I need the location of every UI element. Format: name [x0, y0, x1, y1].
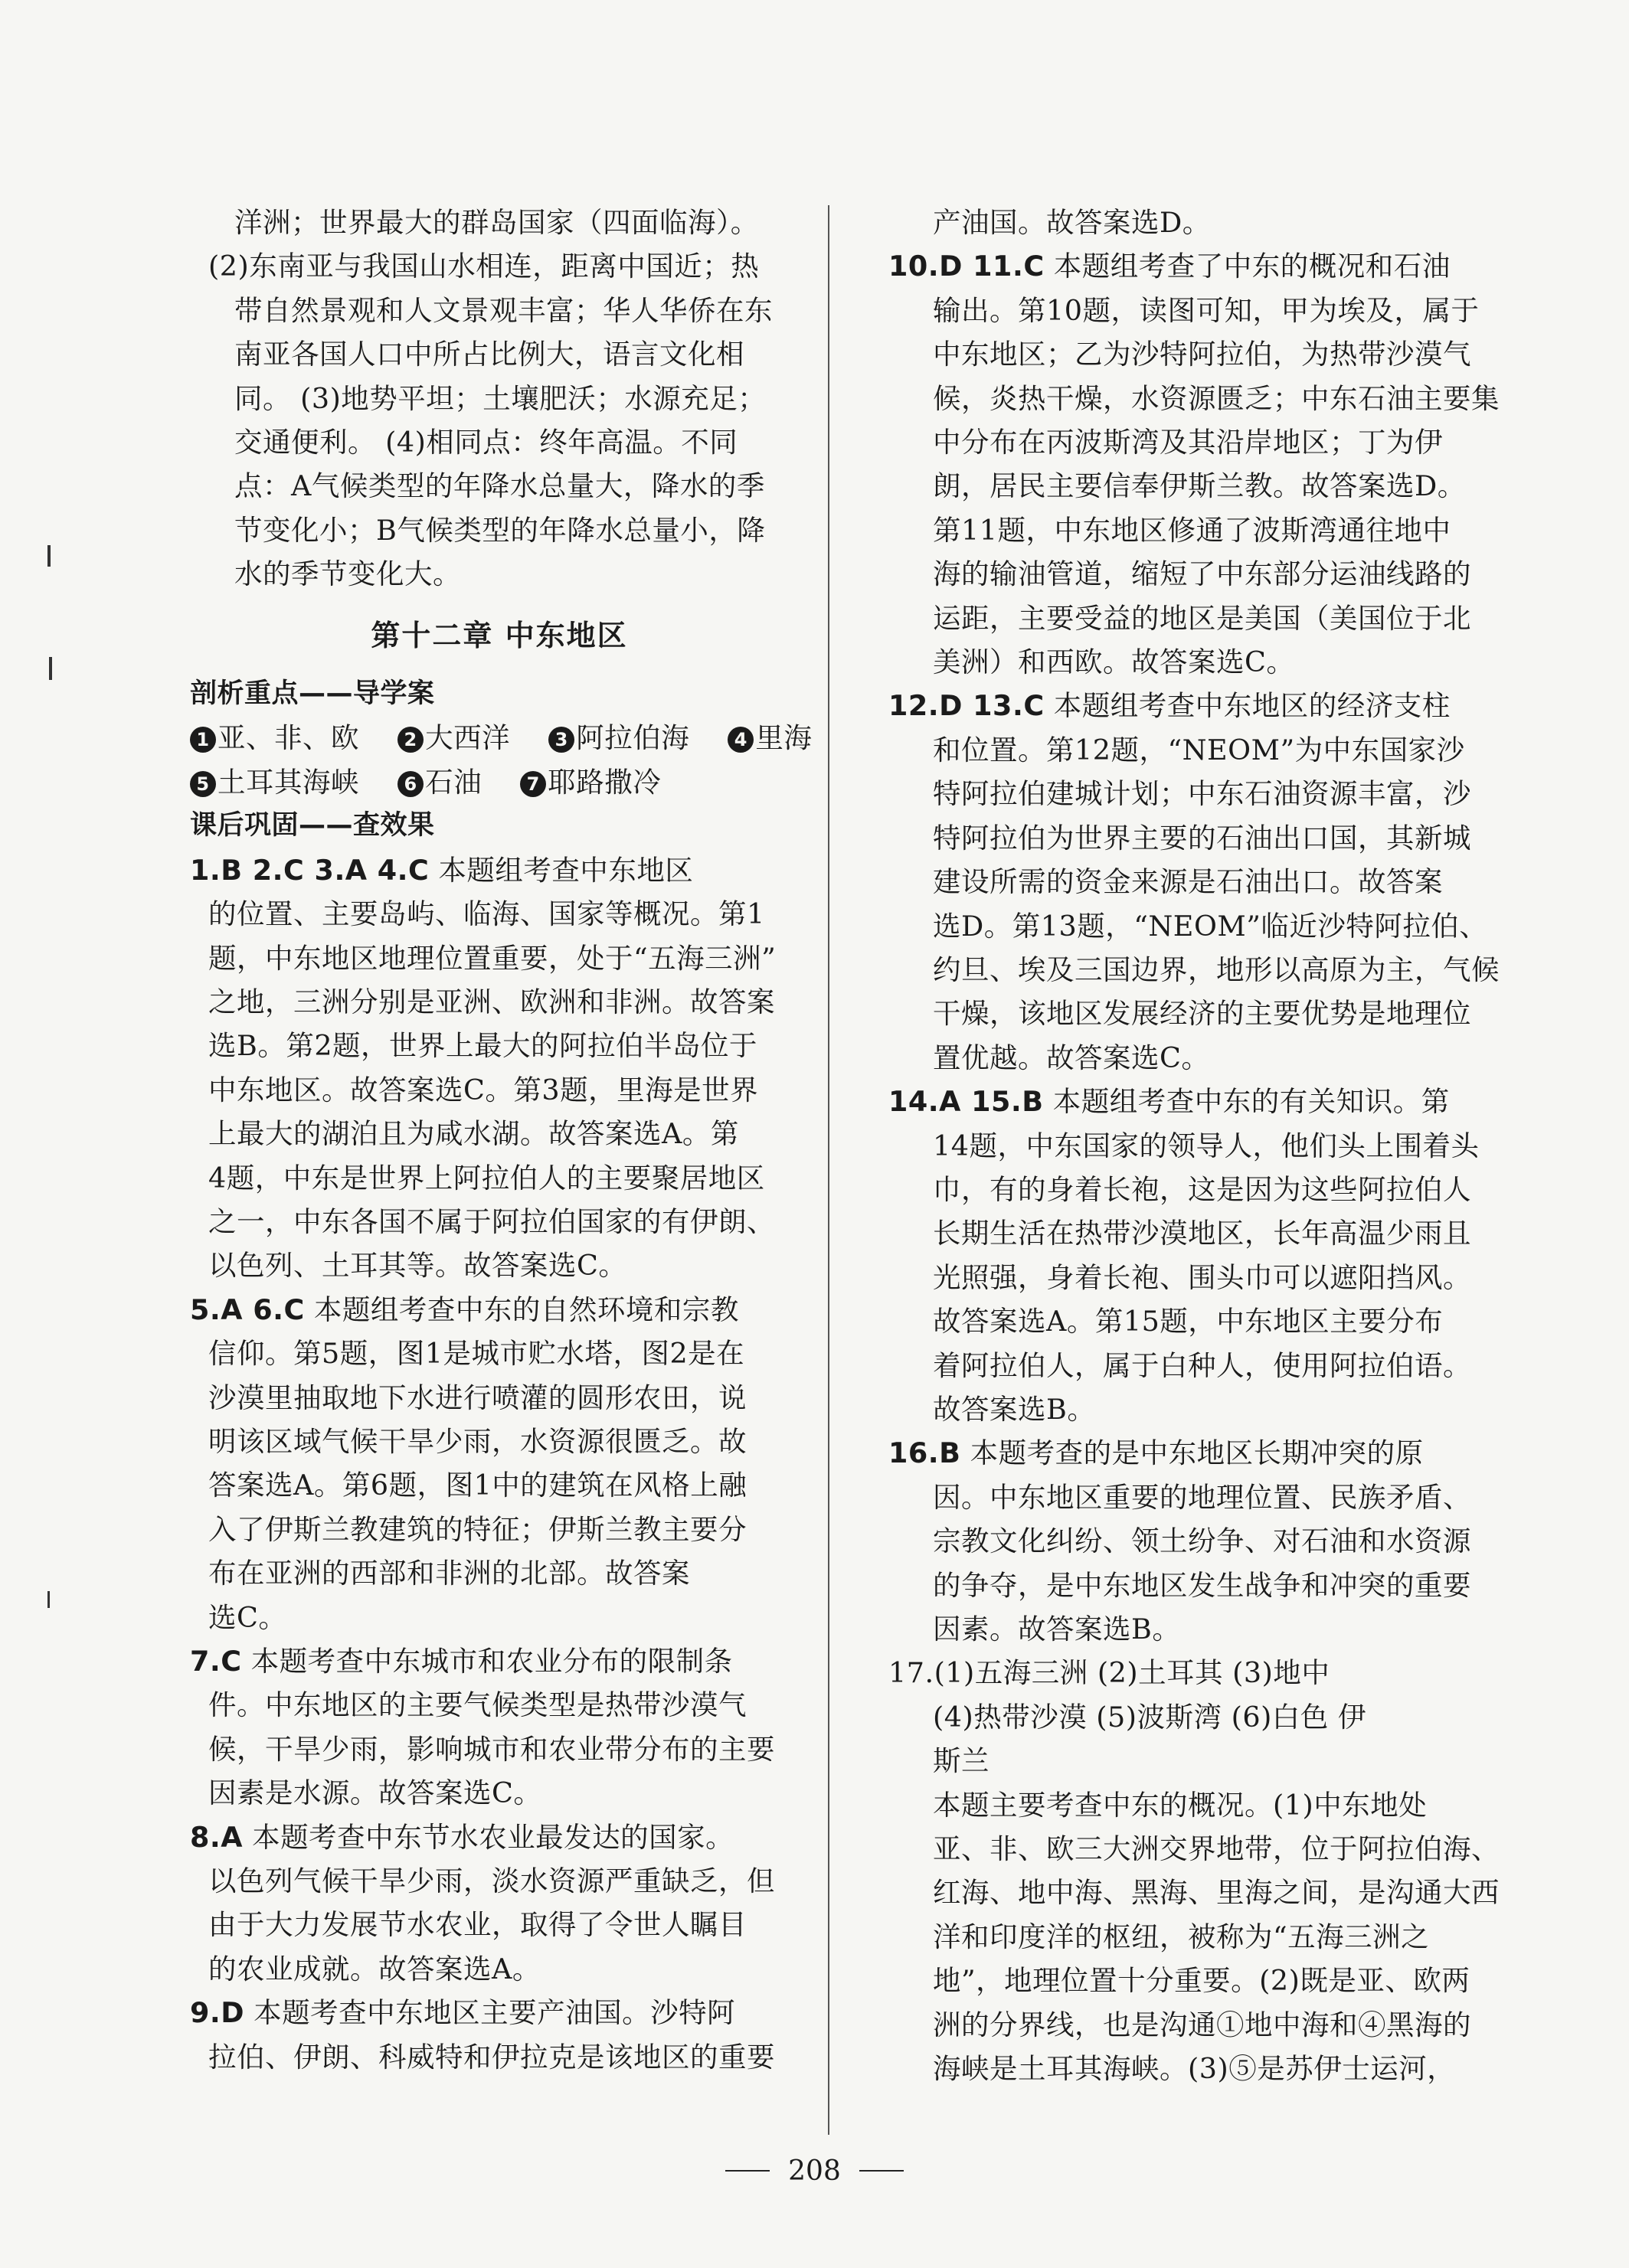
- text-line: 因素是水源。故答案选C。: [208, 1776, 542, 1810]
- number-badge: 2: [397, 727, 424, 753]
- text-line: 和位置。第12题，“NEOM”为中东国家沙: [933, 733, 1465, 766]
- text-line: 因。中东地区重要的地理位置、民族矛盾、: [933, 1480, 1471, 1514]
- key-point: 石油: [425, 765, 482, 799]
- text-line: 置优越。故答案选C。: [933, 1041, 1210, 1074]
- text-line: 光照强，身着长袍、围头巾可以遮阳挡风。: [933, 1260, 1471, 1294]
- text-line: 海峡是土耳其海峡。(3)⑤是苏伊士运河，: [933, 2052, 1456, 2086]
- answer-keys: 7.C: [190, 1645, 242, 1678]
- answer-head-line: [888, 684, 1478, 727]
- key-point: 耶路撒冷: [548, 765, 662, 799]
- chapter-title: 第十二章 中东地区: [371, 617, 628, 652]
- text-line: 特阿拉伯建城计划；中东石油资源丰富，沙: [933, 777, 1471, 811]
- text-line: 信仰。第5题，图1是城市贮水塔，图2是在: [208, 1337, 745, 1371]
- text-line: 故答案选A。第15题，中东地区主要分布: [933, 1305, 1444, 1338]
- answer-head-line: [190, 1639, 809, 1683]
- text-line: 的争夺，是中东地区发生战争和冲突的重要: [933, 1568, 1471, 1602]
- key-point: 里海: [755, 721, 813, 755]
- answer-text: 本题组考查中东地区: [429, 853, 694, 887]
- answer-head-line: [888, 1651, 1478, 1694]
- text-line: 点：A气候类型的年降水总量大，降水的季: [234, 469, 765, 503]
- scan-speck: [47, 1591, 50, 1608]
- text-line: 宗教文化纠纷、领土纷争、对石油和水资源: [933, 1525, 1471, 1558]
- text-line: 以色列、土耳其等。故答案选C。: [208, 1249, 627, 1283]
- text-line: 输出。第10题，读图可知，甲为埃及，属于: [933, 293, 1480, 327]
- text-line: 亚、非、欧三大洲交界地带，位于阿拉伯海、: [933, 1832, 1500, 1866]
- answer-keys: 9.D: [190, 1996, 245, 2030]
- scan-speck: [49, 657, 52, 680]
- dash-right: [859, 2170, 904, 2172]
- text-line: 选B。第2题，世界上最大的阿拉伯半岛位于: [208, 1029, 758, 1063]
- text-line: 同。 (3)地势平坦；土壤肥沃；水源充足；: [234, 381, 767, 415]
- text-line: 14题，中东国家的领导人，他们头上围着头: [933, 1129, 1480, 1162]
- text-line: 中东地区；乙为沙特阿拉伯，为热带沙漠气: [933, 338, 1471, 371]
- text-line: 由于大力发展节水农业，取得了令世人瞩目: [208, 1908, 747, 1942]
- number-badge: 7: [520, 771, 546, 797]
- answer-keys: 8.A: [190, 1820, 244, 1854]
- text-line: 洋和印度洋的枢纽，被称为“五海三洲之: [933, 1920, 1430, 1953]
- text-line: 洋洲；世界最大的群岛国家（四面临海）。: [234, 206, 759, 239]
- scan-speck: [47, 545, 51, 567]
- column-divider: [828, 205, 829, 2135]
- text-line: 选D。第13题，“NEOM”临近沙特阿拉伯、: [933, 909, 1488, 943]
- text-line: 选C。: [208, 1600, 287, 1634]
- number-badge: 3: [548, 727, 574, 753]
- answer-head-line: [190, 1991, 809, 2034]
- answer-text: 本题考查中东城市和农业分布的限制条: [241, 1645, 733, 1678]
- key-points-row-1: [190, 716, 813, 760]
- text-line: 水的季节变化大。: [234, 557, 461, 591]
- page-number-text: 208: [788, 2155, 841, 2187]
- answer-head-line: [190, 848, 809, 892]
- answer-head-line: [888, 1431, 1478, 1475]
- text-line: (4)热带沙漠 (5)波斯湾 (6)白色 伊: [933, 1700, 1366, 1734]
- text-line: 交通便利。 (4)相同点：终年高温。不同: [234, 426, 738, 459]
- text-line: 之一，中东各国不属于阿拉伯国家的有伊朗、: [208, 1204, 775, 1238]
- text-line: 朗，居民主要信奉伊斯兰教。故答案选D。: [933, 469, 1466, 503]
- text-line: 明该区域气候干旱少雨，水资源很匮乏。故: [208, 1424, 747, 1458]
- answer-text: 本题考查中东节水农业最发达的国家。: [243, 1820, 734, 1854]
- text-line: 的位置、主要岛屿、临海、国家等概况。第1: [208, 897, 765, 931]
- key-point: 阿拉伯海: [576, 721, 690, 755]
- answer-keys: 12.D 13.C: [888, 689, 1045, 723]
- answer-text: 本题考查中东地区主要产油国。沙特阿: [244, 1996, 736, 2030]
- answer-text: 本题组考查中东地区的经济支柱: [1044, 689, 1451, 723]
- text-line: 第11题，中东地区修通了波斯湾通往地中: [933, 513, 1451, 547]
- answer-text: 本题组考查中东的有关知识。第: [1043, 1085, 1450, 1119]
- text-line: 本题主要考查中东的概况。(1)中东地处: [933, 1788, 1428, 1822]
- text-line: 特阿拉伯为世界主要的石油出口国，其新城: [933, 821, 1471, 855]
- answer-keys: 10.D 11.C: [888, 250, 1045, 283]
- answer-keys: 14.A 15.B: [888, 1085, 1044, 1119]
- answer-keys: 5.A 6.C: [190, 1292, 305, 1326]
- text-line: 干燥，该地区发展经济的主要优势是地理位: [933, 997, 1471, 1031]
- answer-head-line: [888, 244, 1478, 288]
- number-badge: 6: [397, 771, 424, 797]
- answer-text: 本题组考查中东的自然环境和宗教: [304, 1292, 739, 1326]
- text-line: 的农业成就。故答案选A。: [208, 1952, 541, 1985]
- answer-head-line: [888, 1080, 1478, 1123]
- key-points-row-2: [190, 760, 809, 804]
- answer-keys: 1.B 2.C 3.A 4.C: [190, 853, 430, 887]
- number-badge: 4: [728, 727, 754, 753]
- answer-head-line: [190, 1815, 809, 1859]
- text-line: 中分布在丙波斯湾及其沿岸地区；丁为伊: [933, 426, 1443, 459]
- answer-keys: 17.: [888, 1656, 934, 1690]
- text-line: 产油国。故答案选D。: [933, 206, 1211, 239]
- text-line: 候，干旱少雨，影响城市和农业带分布的主要: [208, 1732, 775, 1766]
- text-line: 节变化小；B气候类型的年降水总量小，降: [234, 513, 766, 547]
- text-line: 长期生活在热带沙漠地区，长年高温少雨且: [933, 1217, 1471, 1250]
- text-line: 约旦、埃及三国边界，地形以高原为主，气候: [933, 953, 1500, 986]
- answer-text: 本题考查的是中东地区长期冲突的原: [960, 1436, 1424, 1470]
- text-line: 以色列气候干旱少雨，淡水资源严重缺乏，但: [208, 1864, 775, 1898]
- left-column: [190, 201, 813, 2079]
- text-line: 地”，地理位置十分重要。(2)既是亚、欧两: [933, 1964, 1470, 1998]
- text-line: 故答案选B。: [933, 1392, 1096, 1426]
- text-line: 布在亚洲的西部和非洲的北部。故答案: [208, 1557, 690, 1590]
- text-line: 着阿拉伯人，属于白种人，使用阿拉伯语。: [933, 1348, 1471, 1382]
- text-line: 候，炎热干燥，水资源匮乏；中东石油主要集: [933, 381, 1500, 415]
- text-line: 上最大的湖泊且为咸水湖。故答案选A。第: [208, 1117, 739, 1151]
- text-line: 件。中东地区的主要气候类型是热带沙漠气: [208, 1688, 747, 1722]
- text-line: 4题，中东是世界上阿拉伯人的主要聚居地区: [208, 1161, 765, 1194]
- text-line: 沙漠里抽取地下水进行喷灌的圆形农田，说: [208, 1381, 747, 1414]
- text-line: 红海、地中海、黑海、里海之间，是沟通大西: [933, 1876, 1500, 1910]
- right-column: [888, 201, 1500, 2090]
- key-point: 亚、非、欧: [218, 721, 359, 755]
- text-line: 因素。故答案选B。: [933, 1613, 1181, 1645]
- text-line: 中东地区。故答案选C。第3题，里海是世界: [208, 1073, 759, 1106]
- answer-keys: 16.B: [888, 1436, 961, 1470]
- key-point: 土耳其海峡: [218, 765, 359, 799]
- text-line: 拉伯、伊朗、科威特和伊拉克是该地区的重要: [208, 2040, 775, 2074]
- text-line: 之地，三洲分别是亚洲、欧洲和非洲。故答案: [208, 985, 775, 1018]
- answer-head-line: [190, 1288, 809, 1332]
- answer-text: (1)五海三洲 (2)土耳其 (3)地中: [934, 1656, 1330, 1690]
- text-line: 运距，主要受益的地区是美国（美国位于北: [933, 601, 1471, 635]
- answer-text: 本题组考查了中东的概况和石油: [1044, 250, 1451, 283]
- text-line: 入了伊斯兰教建筑的特征；伊斯兰教主要分: [208, 1512, 747, 1546]
- text-line: 斯兰: [933, 1744, 990, 1778]
- page-number: [0, 2155, 1629, 2187]
- text-line: 答案选A。第6题，图1中的建筑在风格上融: [208, 1469, 747, 1502]
- text-line: 南亚各国人口中所占比例大，语言文化相: [234, 338, 744, 371]
- section-title: 剖析重点——导学案: [190, 678, 435, 710]
- text-line: 海的输油管道，缩短了中东部分运油线路的: [933, 557, 1471, 591]
- number-badge: 1: [190, 727, 216, 753]
- number-badge: 5: [190, 771, 216, 797]
- text-line: 巾，有的身着长袍，这是因为这些阿拉伯人: [933, 1172, 1471, 1206]
- text-line: 建设所需的资金来源是石油出口。故答案: [933, 865, 1443, 899]
- text-line: (2)东南亚与我国山水相连，距离中国近；热: [208, 250, 760, 283]
- text-line: 洲的分界线，也是沟通①地中海和④黑海的: [933, 2008, 1471, 2041]
- dash-left: [725, 2170, 770, 2172]
- section-title: 课后巩固——查效果: [190, 810, 435, 842]
- key-point: 大西洋: [425, 721, 511, 755]
- text-line: 题，中东地区地理位置重要，处于“五海三洲”: [208, 941, 777, 975]
- text-line: 美洲）和西欧。故答案选C。: [933, 645, 1295, 679]
- text-line: 带自然景观和人文景观丰富；华人华侨在东: [234, 293, 773, 327]
